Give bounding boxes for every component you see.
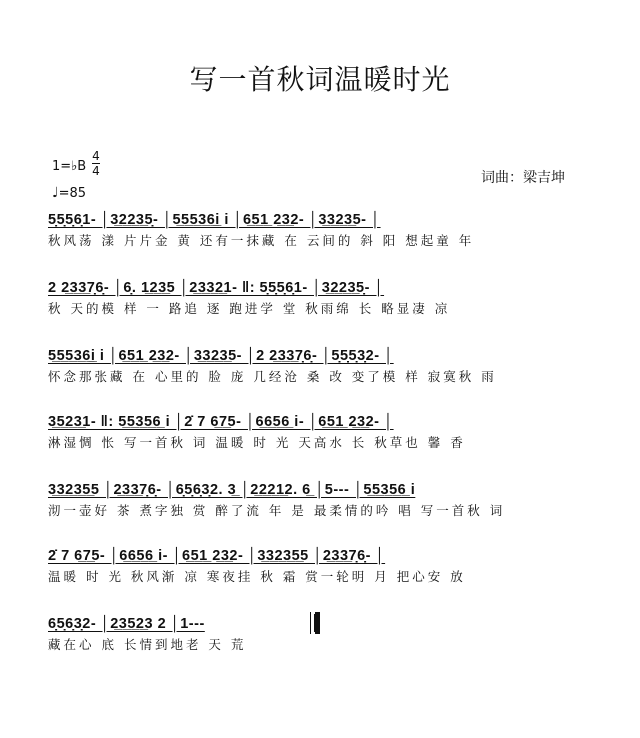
lyrics-line: 秋 天的模 样 一 路追 逐 跑进学 堂 秋雨绵 长 略显凄 凉 [48, 301, 451, 316]
notation-line: 5̣5̣5̣6̣1‑ │3̲2̲2̲3̲5̣‑ │5̲5̲5̲3̲6̲i̲ i │6̲5̲1̲ 2̲3̲2‑ │3̲3̲2̲3̲5‑ │ [48, 212, 381, 228]
composer-credit: 词曲：梁吉坤 [481, 170, 565, 186]
time-signature-top: 4 [92, 149, 100, 163]
tempo-value: =85 [58, 186, 87, 201]
notation-line: 3̲3̲2̲3̲5̲5 │2̲3̲3̲7̣6̣‑ │6̣5̣6̣3̣2. 3̲ │2̲2̲2̲1̲2. 6̲ │5‑‑‑ │5̲5̲3̲5̲6̲ i [48, 482, 416, 498]
quarter-note-icon: ♩ [52, 185, 59, 201]
final-barline-thick [315, 612, 320, 634]
score-row-6 [48, 546, 608, 586]
key-signature: 1=♭B [52, 159, 87, 174]
score-row-5 [48, 480, 608, 520]
final-barline-thin [310, 612, 311, 634]
song-title: 写一首秋词温暖时光 [189, 63, 451, 96]
lyrics-line: 温暖 时 光 秋风渐 凉 寒夜挂 秋 霜 赏一轮明 月 把心安 放 [48, 569, 466, 584]
lyrics-line: 怀念那张藏 在 心里的 脸 庞 几经沧 桑 改 变了模 样 寂寞秋 雨 [48, 369, 497, 384]
notation-line: 2̇ 7 6̲7̲5‑ │6̲6̲5̲6̲ i‑ │6̲5̲1̲ 2̲3̲2‑ │3̲3̲2̲3̲5̲5 │2̲3̲3̲7̣6̣‑ │ [48, 548, 386, 564]
lyrics-line: 秋风荡 漾 片片金 黄 还有一抹藏 在 云间的 斜 阳 想起童 年 [48, 233, 475, 248]
score-row-4 [48, 412, 608, 452]
notation-line: 3̲5̲2̲3̲1‑ ‖: 5̲5̲3̲5̲6̲ i │2̇ 7 6̲7̲5‑ │6̲6̲5̲6̲ i‑ │6̲5̲1̲ 2̲3̲2‑ │ [48, 414, 394, 430]
lyrics-line: 沏一壶好 茶 煮字独 赏 醉了流 年 是 最柔情的吟 唱 写一首秋 词 [48, 503, 506, 518]
notation-line: 2 2̲3̲3̲7̣6̣‑ │6̣. 1̲2̲3̲5 │2̲3̲3̲2̲1‑ ‖: 5̣5̣5̣6̣1‑ │3̲2̲2̲3̲5̣‑ │ [48, 280, 385, 296]
score-row-2 [48, 278, 608, 318]
score-row-3 [48, 346, 608, 386]
tempo-marking [52, 184, 86, 203]
score-row-7 [48, 614, 608, 654]
time-signature-bottom: 4 [92, 164, 100, 178]
lyrics-line: 淋湿惆 怅 写一首秋 词 温暖 时 光 天高水 长 秋草也 馨 香 [48, 435, 466, 450]
time-signature [92, 150, 100, 177]
notation-line: 6̣5̣6̣3̣2‑ │2̲3̲5̲2̲3 2 │1‑‑‑ [48, 616, 205, 632]
lyrics-line: 藏在心 底 长情到地老 天 荒 [48, 637, 247, 652]
score-row-1 [48, 210, 608, 250]
notation-line: 5̲5̲5̲3̲6̲i̲ i │6̲5̲1̲ 2̲3̲2‑ │3̲3̲2̲3̲5‑ │2 2̲3̲3̲7̣6̣‑ │5̣5̣5̣3̣2‑ │ [48, 348, 394, 364]
